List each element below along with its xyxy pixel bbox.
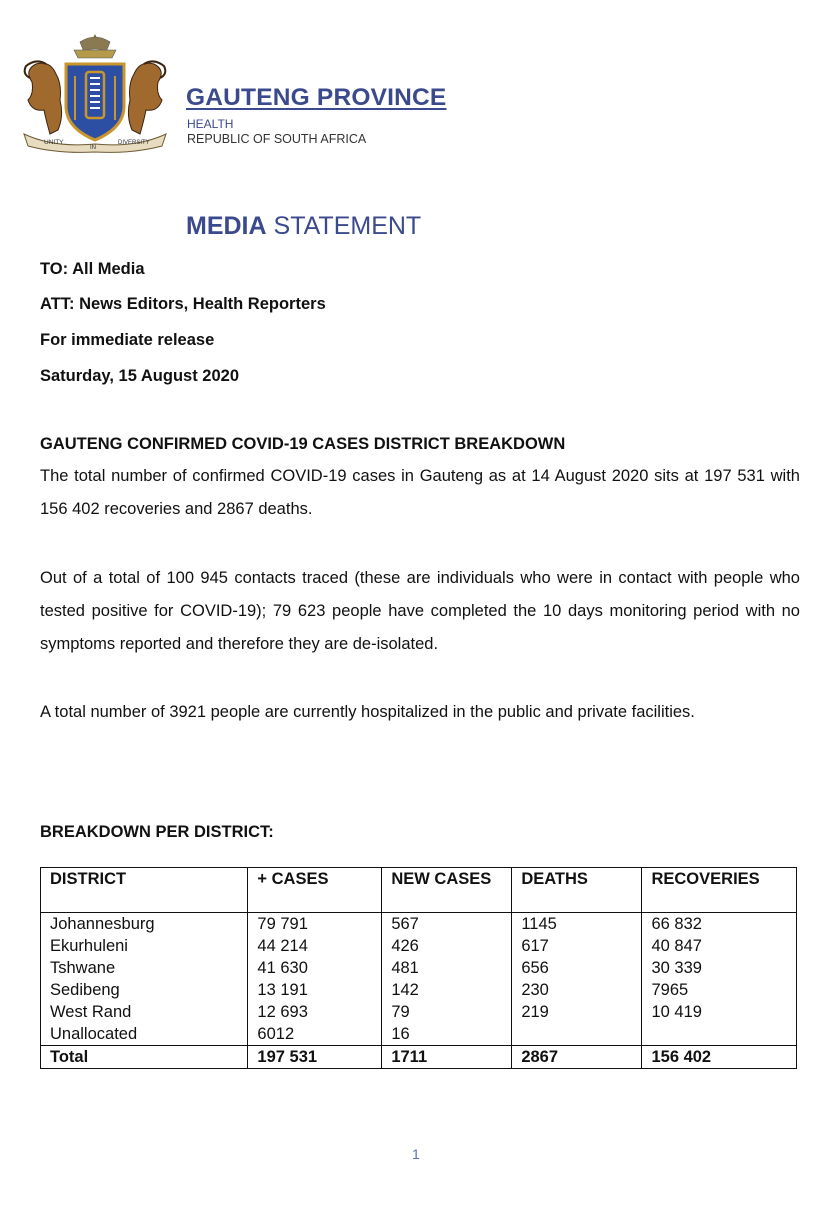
- table-row: [41, 979, 797, 1001]
- cell-district: West Rand: [41, 1001, 248, 1023]
- motto-unity: UNITY: [44, 139, 64, 146]
- cell-new-cases: 16: [382, 1023, 512, 1046]
- paragraph-contacts: Out of a total of 100 945 contacts traced (these are individuals who were in contact with people who tested positive for COVID-19); 79 623 people have completed the 10 days monitoring period with no symptoms reported and therefore they are de-isolated.: [40, 569, 800, 653]
- header-new-cases: NEW CASES: [382, 868, 512, 913]
- header-cases: + CASES: [248, 868, 382, 913]
- page-number: 1: [412, 1146, 420, 1162]
- cell-district: Tshwane: [41, 957, 248, 979]
- meta-date: Saturday, 15 August 2020: [40, 367, 239, 385]
- header-deaths: DEATHS: [512, 868, 642, 913]
- cell-cases: 79 791: [248, 913, 382, 936]
- province-name: GAUTENG PROVINCE: [186, 84, 447, 111]
- table-header-row: [41, 868, 797, 913]
- cell-recoveries: 66 832: [642, 913, 797, 936]
- table-row: [41, 1001, 797, 1023]
- motto-diversity: DIVERSITY: [118, 140, 150, 146]
- department-name: HEALTH: [187, 117, 234, 131]
- table-row: [41, 935, 797, 957]
- district-breakdown-table: [40, 867, 797, 1069]
- cell-district: Ekurhuleni: [41, 935, 248, 957]
- breakdown-title: BREAKDOWN PER DISTRICT:: [40, 823, 274, 841]
- cell-deaths: 656: [512, 957, 642, 979]
- total-cases: 197 531: [248, 1046, 382, 1069]
- cell-district: Unallocated: [41, 1023, 248, 1046]
- cell-recoveries: 40 847: [642, 935, 797, 957]
- table-row: [41, 913, 797, 936]
- cell-new-cases: 142: [382, 979, 512, 1001]
- media-title-bold: MEDIA: [186, 212, 267, 240]
- meta-att: ATT: News Editors, Health Reporters: [40, 295, 326, 313]
- cell-cases: 41 630: [248, 957, 382, 979]
- cell-cases: 13 191: [248, 979, 382, 1001]
- section-heading: GAUTENG CONFIRMED COVID-19 CASES DISTRICT BREAKDOWN: [40, 435, 566, 453]
- meta-release: For immediate release: [40, 331, 215, 349]
- paragraph-hospitalized: A total number of 3921 people are currently hospitalized in the public and private facilities.: [40, 703, 695, 721]
- total-deaths: 2867: [512, 1046, 642, 1069]
- cell-recoveries: [642, 1023, 797, 1046]
- media-title-rest: STATEMENT: [273, 212, 422, 240]
- cell-recoveries: 30 339: [642, 957, 797, 979]
- cell-cases: 12 693: [248, 1001, 382, 1023]
- header-district: DISTRICT: [41, 868, 248, 913]
- cell-deaths: 1145: [512, 913, 642, 936]
- cell-deaths: 617: [512, 935, 642, 957]
- cell-district: Sedibeng: [41, 979, 248, 1001]
- cell-recoveries: 10 419: [642, 1001, 797, 1023]
- motto-in: IN: [90, 145, 96, 151]
- total-label: Total: [41, 1046, 248, 1069]
- cell-district: Johannesburg: [41, 913, 248, 936]
- meta-to: TO: All Media: [40, 260, 145, 278]
- cell-deaths: [512, 1023, 642, 1046]
- table-total-row: [41, 1046, 797, 1069]
- cell-new-cases: 79: [382, 1001, 512, 1023]
- table-row: [41, 957, 797, 979]
- country-name: REPUBLIC OF SOUTH AFRICA: [187, 132, 367, 146]
- cell-cases: 44 214: [248, 935, 382, 957]
- cell-deaths: 219: [512, 1001, 642, 1023]
- header-recoveries: RECOVERIES: [642, 868, 797, 913]
- table-row: [41, 1023, 797, 1046]
- cell-new-cases: 426: [382, 935, 512, 957]
- cell-cases: 6012: [248, 1023, 382, 1046]
- cell-new-cases: 481: [382, 957, 512, 979]
- cell-recoveries: 7965: [642, 979, 797, 1001]
- total-recoveries: 156 402: [642, 1046, 797, 1069]
- total-new-cases: 1711: [382, 1046, 512, 1069]
- cell-deaths: 230: [512, 979, 642, 1001]
- coat-of-arms-logo: [14, 30, 176, 154]
- media-statement-title: [186, 212, 421, 241]
- paragraph-total-cases: The total number of confirmed COVID-19 cases in Gauteng as at 14 August 2020 sits at 197 531 with 156 402 recoveries and 2867 deaths.: [40, 467, 800, 518]
- cell-new-cases: 567: [382, 913, 512, 936]
